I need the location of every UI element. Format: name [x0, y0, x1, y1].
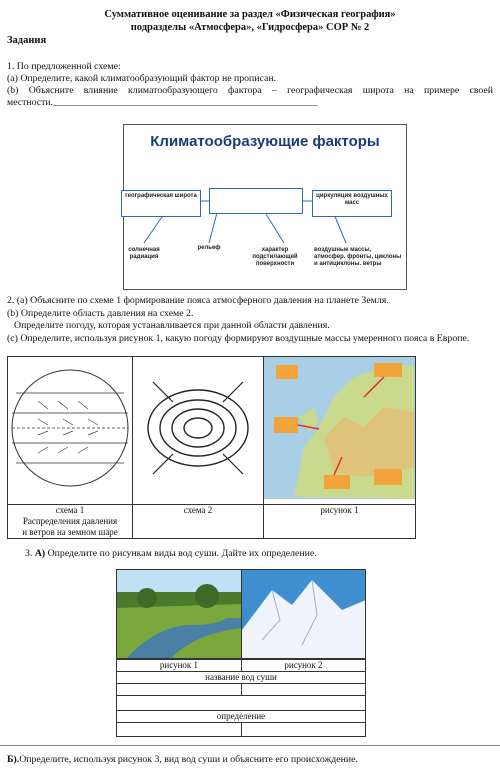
pressure-belts-scheme [8, 357, 132, 499]
factor-relief: рельеф [197, 245, 221, 251]
q3-row-name: название вод суши [117, 672, 366, 684]
title-line-2: подразделы «Атмосфера», «Гидросфера» СОР № 2 [130, 22, 370, 33]
climate-factors-diagram [123, 124, 407, 290]
q2-b: (b) Определите область давления на схеме 2. [7, 308, 194, 319]
q2-c: (c) Определите, используя рисунок 1, какую погоду формируют воздушные массы умеренного пояса в Европе. [7, 333, 470, 344]
q1-b [7, 85, 493, 108]
q1-intro: 1. По предложенной схеме: [7, 61, 121, 72]
figure1-cell [264, 357, 416, 505]
figure1-caption: рисунок 1 [264, 505, 416, 539]
figure-river-cell [117, 570, 242, 658]
diagram-title: Климатообразующие факторы [150, 133, 380, 150]
factor-box-latitude: географическая широта [121, 190, 201, 217]
q3-b-label: Б). [7, 754, 20, 765]
page-title [0, 8, 500, 34]
q3-answer-table [116, 659, 366, 737]
scheme2-caption: схема 2 [133, 505, 264, 539]
q3-row-def: определение [117, 711, 366, 723]
title-line-1: Суммативное оценивание за раздел «Физическая география» [104, 9, 396, 20]
q3-images-row [116, 569, 366, 659]
q3-a [25, 548, 317, 560]
glacier-image [242, 570, 366, 658]
scheme1-caption-line1: схема 1 [55, 505, 85, 515]
cyclone-scheme [133, 357, 263, 499]
q3-b-text: Определите, используя рисунок 3, вид вод суши и объясните его происхождение. [19, 754, 358, 765]
q1-b-text: (b) Объясните влияние климатообразующего фактора – географическая широта на примере своей местности. [7, 85, 493, 108]
factor-surface: характер подстилающей поверхности [252, 247, 298, 267]
q3-cap2: рисунок 2 [242, 660, 366, 672]
q1-a: (a) Определите, какой климатообразующий фактор не прописан. [7, 73, 277, 84]
factor-solar-radiation: солнечная радиация [128, 247, 160, 260]
q3-a-text: Определите по рисункам виды вод суши. Дайте их определение. [47, 548, 317, 559]
q3-def-answer-2[interactable] [242, 723, 366, 737]
q3-b [7, 754, 358, 766]
q3-number: 3. [25, 548, 33, 559]
q2-b2: Определите погоду, которая устанавливается при данной области давления. [14, 320, 330, 331]
scheme1-caption-line3: и ветров на земном шаре [22, 527, 118, 537]
europe-map [264, 357, 415, 499]
page-divider [0, 745, 500, 746]
scheme1-caption [8, 505, 133, 539]
q3-def-answer-1[interactable] [117, 723, 242, 737]
q3-name-answer-2[interactable] [242, 684, 366, 696]
river-image [117, 570, 241, 658]
tasks-label: Задания [7, 35, 47, 46]
q2-images-table [7, 356, 416, 539]
q3-a-label: А) [34, 548, 46, 559]
q3-blank-row[interactable] [117, 696, 366, 711]
q2-a: 2. (a) Объясните по схеме 1 формирование пояса атмосферного давления на планете Земля. [7, 295, 389, 306]
q3-table [116, 569, 366, 737]
q3-name-answer-1[interactable] [117, 684, 242, 696]
factor-air-masses: воздушные массы, атмосфер. фронты, циклоны и антициклоны. ветры [314, 247, 402, 267]
scheme2-cell [133, 357, 264, 505]
figure-glacier-cell [242, 570, 366, 658]
q3-cap1: рисунок 1 [117, 660, 242, 672]
scheme1-caption-line2: Распределения давления [22, 516, 118, 526]
factor-box-missing[interactable] [209, 188, 303, 214]
q1-b-blank[interactable]: ______________________________________________________ [53, 96, 318, 108]
scheme1-cell [8, 357, 133, 505]
factor-box-circulation: циркуляция воздушных масс [312, 190, 392, 217]
